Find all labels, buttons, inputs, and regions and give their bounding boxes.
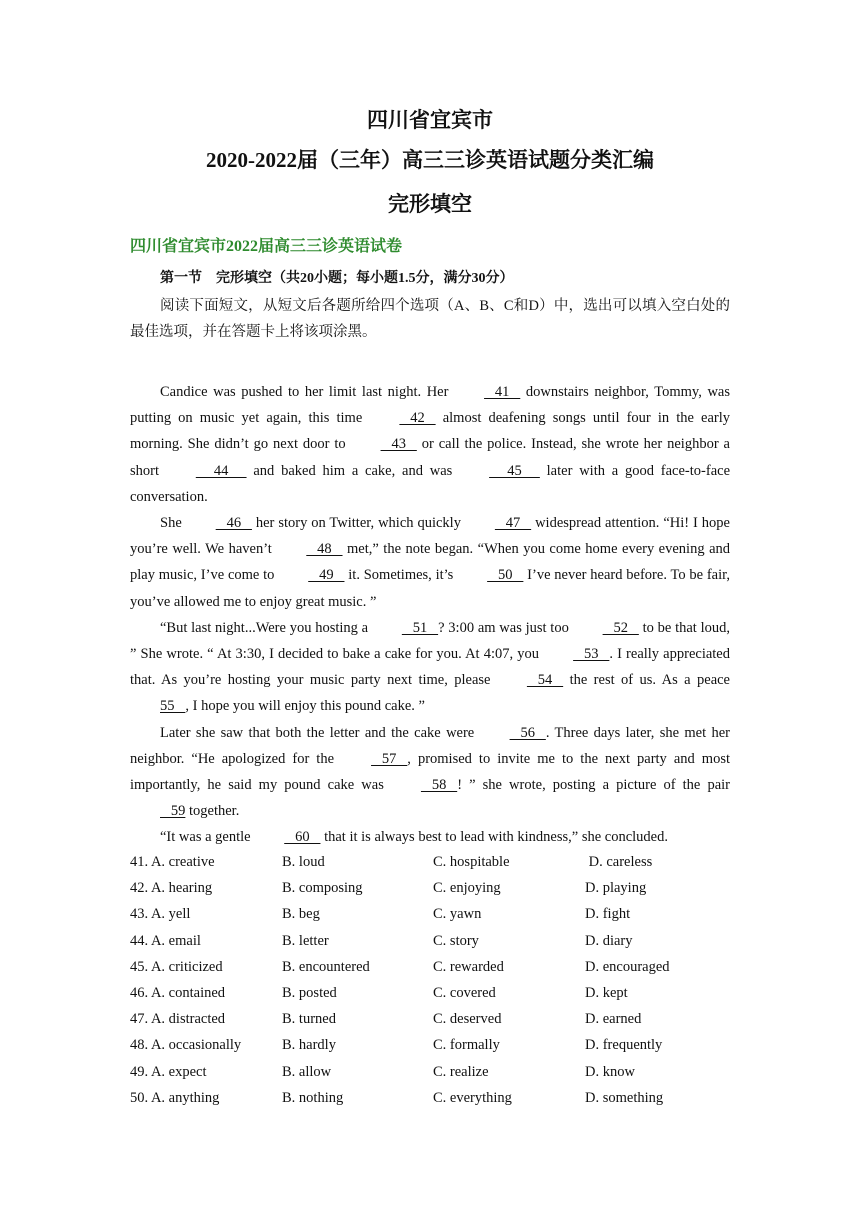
passage-text: met,” the note began. “When you come home every evening and play music, I’ve come to	[130, 541, 731, 584]
option-d: D. something	[585, 1089, 664, 1106]
doc-title-region: 四川省宜宾市	[367, 108, 493, 132]
option-d: D. fight	[585, 906, 631, 923]
passage-text: her story on Twitter, which quickly	[251, 515, 465, 532]
option-a: 46. A. contained	[130, 984, 226, 1001]
option-a: 49. A. expect	[130, 1063, 207, 1080]
option-row-42	[130, 875, 750, 901]
option-b: B. beg	[282, 906, 320, 923]
doc-title-topic: 完形填空	[388, 192, 472, 216]
blank-43: 43	[380, 436, 417, 453]
option-d: D. encouraged	[585, 958, 670, 975]
option-b: B. nothing	[282, 1089, 344, 1106]
passage-text: widespread attention. “Hi! I hope you’re well. We haven’t	[130, 515, 730, 558]
option-d: D. know	[585, 1063, 635, 1080]
option-d: D. diary	[585, 932, 633, 949]
blank-51: 51	[401, 619, 439, 636]
option-b: B. loud	[282, 854, 325, 870]
option-b: B. posted	[282, 984, 337, 1001]
option-a: 50. A. anything	[130, 1089, 220, 1106]
option-d: D. careless	[585, 854, 653, 870]
option-a: 41. A. creative	[130, 854, 215, 870]
passage-text: ? 3:00 am was just too	[438, 619, 573, 636]
passage-text: later with a good face-to-face conversation.	[130, 462, 731, 505]
blank-41: 41	[484, 384, 521, 400]
blank-45: 45	[489, 462, 540, 479]
passage-text: to be that loud, ” She wrote. “ At 3:30, I decided to bake a cake for you. At 4:07, you	[130, 619, 730, 663]
passage-text: together.	[185, 803, 240, 820]
blank-46: 46	[215, 515, 252, 532]
passage-text: ! ” she wrote, posting a picture of the pair	[457, 777, 730, 794]
passage-text: , I hope you will enjoy this pound cake. ”	[185, 698, 425, 715]
blank-53: 53	[573, 646, 610, 663]
option-row-43	[130, 901, 750, 927]
passage-text: “It was a gentle	[160, 829, 255, 846]
blank-59: 59	[160, 803, 186, 820]
option-b: B. composing	[282, 880, 363, 897]
option-b: B. turned	[282, 1011, 336, 1028]
instructions-heading: 第一节 完形填空（共20小题；每小题1.5分，满分30分）	[160, 271, 514, 286]
option-row-50	[130, 1085, 750, 1111]
blank-55: 55	[160, 698, 186, 715]
passage-text: Candice was pushed to her limit last night. Her	[160, 384, 455, 400]
passage-text: I’ve never heard before. To be fair, you’ve allowed me to enjoy great music. ”	[130, 567, 731, 610]
blank-50: 50	[487, 567, 524, 584]
blank-54: 54	[526, 672, 564, 689]
option-a: 48. A. occasionally	[130, 1037, 242, 1054]
option-row-46	[130, 980, 750, 1006]
passage-paragraph-3	[130, 615, 730, 720]
option-c: C. covered	[433, 984, 496, 1001]
cloze-passage	[130, 379, 730, 851]
passage-paragraph-4	[130, 720, 730, 825]
passage-text: , promised to invite me to the next party and most importantly, he said my pound cake was	[130, 750, 730, 794]
option-b: B. encountered	[282, 958, 370, 975]
passage-paragraph-1	[130, 379, 730, 510]
passage-text: She	[160, 515, 186, 532]
passage-text: that it is always best to lead with kindness,” she concluded.	[320, 829, 668, 846]
passage-text: . Three days later, she met her neighbor. “He apologized for the	[130, 724, 730, 767]
passage-paragraph-2	[130, 510, 730, 615]
blank-58: 58	[420, 777, 458, 794]
option-a: 45. A. criticized	[130, 958, 223, 975]
passage-text: it. Sometimes, it’s	[344, 567, 458, 584]
option-a: 43. A. yell	[130, 906, 191, 923]
passage-paragraph-5	[130, 824, 730, 850]
blank-60: 60	[284, 829, 321, 846]
option-d: D. kept	[585, 984, 628, 1001]
option-c: C. deserved	[433, 1011, 502, 1028]
option-b: B. hardly	[282, 1037, 336, 1054]
option-a: 47. A. distracted	[130, 1011, 226, 1028]
passage-text: or call the police. Instead, she wrote her neighbor a short	[130, 436, 730, 479]
option-row-41	[130, 849, 750, 875]
option-a: 42. A. hearing	[130, 880, 213, 897]
passage-text: downstairs neighbor, Tommy, was putting on music yet again, this time	[130, 384, 730, 427]
option-a: 44. A. email	[130, 932, 201, 949]
blank-48: 48	[306, 541, 343, 558]
option-c: C. enjoying	[433, 880, 501, 897]
option-b: B. letter	[282, 932, 329, 949]
section-title: 四川省宜宾市2022届高三三诊英语试卷	[130, 238, 403, 255]
answer-options	[130, 849, 750, 1111]
option-c: C. formally	[433, 1037, 500, 1054]
blank-49: 49	[308, 567, 345, 584]
option-row-45	[130, 954, 750, 980]
instructions-text: 阅读下面短文，从短文后各题所给四个选项（A、B、C和D）中，选出可以填入空白处的最佳选项，并在答题卡上将该项涂黑。	[130, 298, 730, 340]
option-row-44	[130, 928, 750, 954]
blank-42: 42	[399, 410, 436, 427]
option-b: B. allow	[282, 1063, 332, 1080]
option-row-48	[130, 1032, 750, 1058]
blank-47: 47	[494, 515, 532, 532]
passage-text: the rest of us. As a peace	[563, 672, 730, 689]
blank-52: 52	[602, 619, 639, 636]
passage-text: and baked him a cake, and was	[246, 462, 460, 479]
option-c: C. rewarded	[433, 958, 504, 975]
passage-text: almost deafening songs until four in the early morning. She didn’t go next door to	[130, 410, 730, 453]
blank-57: 57	[371, 750, 408, 767]
option-d: D. frequently	[585, 1037, 663, 1054]
option-c: C. yawn	[433, 906, 482, 923]
passage-text: “But last night...Were you hosting a	[160, 619, 372, 636]
passage-text: Later she saw that both the letter and the cake were	[160, 724, 480, 741]
option-d: D. playing	[585, 880, 647, 897]
passage-text: . I really appreciated that. As you’re hosting your music party next time, please	[130, 646, 730, 689]
option-row-49	[130, 1059, 750, 1085]
doc-title-series: 2020-2022届（三年）高三三诊英语试题分类汇编	[206, 148, 654, 172]
option-c: C. realize	[433, 1063, 489, 1080]
blank-56: 56	[509, 724, 546, 741]
blank-44: 44	[195, 462, 247, 479]
option-c: C. everything	[433, 1089, 512, 1106]
option-d: D. earned	[585, 1011, 642, 1028]
option-row-47	[130, 1006, 750, 1032]
option-c: C. hospitable	[433, 854, 510, 870]
option-c: C. story	[433, 932, 479, 949]
